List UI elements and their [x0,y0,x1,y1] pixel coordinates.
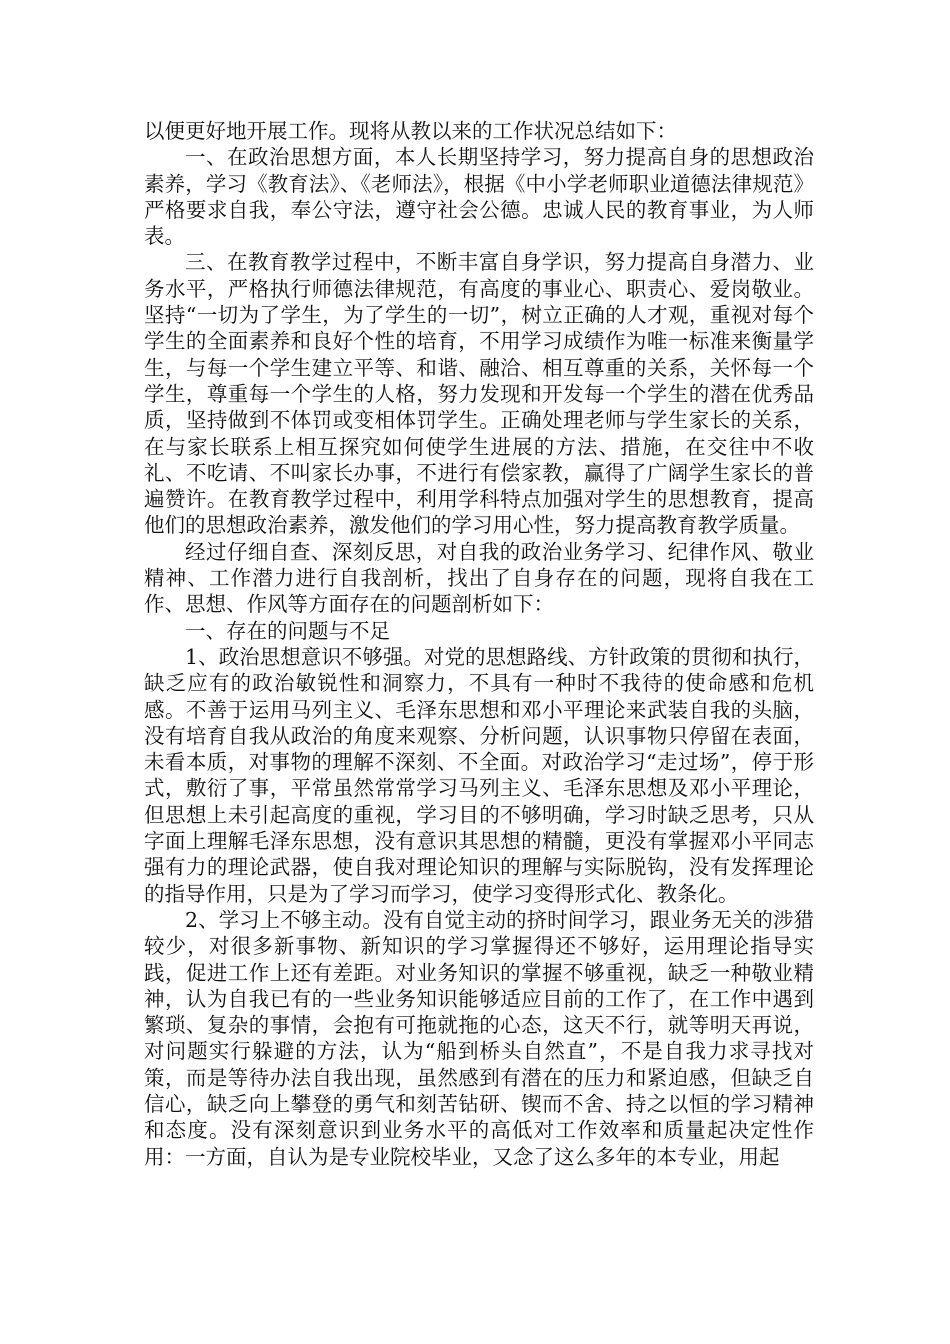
section-heading-problems: 一、存在的问题与不足 [185,618,390,643]
document-body [144,118,814,1170]
paragraph-political-thought: 一、在政治思想方面，本人长期坚持学习，努力提高自身的思想政治素养，学习《教育法》、《老师法》，根据《中小学老师职业道德法律规范》严格要求自我，奉公守法，遵守社会公德。忠诚人民的教育事业，为人师表。 [144,145,814,249]
paragraph-problem-learning: 2、学习上不够主动。没有自觉主动的挤时间学习，跟业务无关的涉猎较少，对很多新事物、新知识的学习掌握得还不够好，运用理论指导实践，促进工作上还有差距。对业务知识的掌握不够重视，缺乏一种敬业精神，认为自我已有的一些业务知识能够适应目前的工作了，在工作中遇到繁琐、复杂的事情，会抱有可拖就拖的心态，这天不行，就等明天再说，对问题实行躲避的方法，认为“船到桥头自然直”，不是自我力求寻找对策，而是等待办法自我出现，虽然感到有潜在的压力和紧迫感，但缺乏自信心，缺乏向上攀登的勇气和刻苦钻研、锲而不舍、持之以恒的学习精神和态度。没有深刻意识到业务水平的高低对工作效率和质量起决定性作用：一方面，自认为是专业院校毕业，又念了这么多年的本专业，用起 [144,907,814,1169]
paragraph-intro: 以便更好地开展工作。现将从教以来的工作状况总结如下： [144,119,677,143]
paragraph-problem-political: 1、政治思想意识不够强。对党的思想路线、方针政策的贯彻和执行，缺乏应有的政治敏锐性和洞察力，不具有一种时不我待的使命感和危机感。不善于运用马列主义、毛泽东思想和邓小平理论来武装自我的头脑，没有培育自我从政治的角度来观察、分析问题，认识事物只停留在表面，未看本质，对事物的理解不深刻、不全面。对政治学习“走过场”，停于形式，敷衍了事，平常虽然常常学习马列主义、毛泽东思想及邓小平理论，但思想上未引起高度的重视，学习目的不够明确，学习时缺乏思考，只从字面上理解毛泽东思想，没有意识其思想的精髓，更没有掌握邓小平同志强有力的理论武器，使自我对理论知识的理解与实际脱钩，没有发挥理论的指导作用，只是为了学习而学习，使学习变得形式化、教条化。 [144,644,814,906]
paragraph-teaching-process: 三、在教育教学过程中，不断丰富自身学识，努力提高自身潜力、业务水平，严格执行师德法律规范，有高度的事业心、职责心、爱岗敬业。坚持“一切为了学生，为了学生的一切”，树立正确的人才观，重视对每个学生的全面素养和良好个性的培育，不用学习成绩作为唯一标准来衡量学生，与每一个学生建立平等、和谐、融洽、相互尊重的关系，关怀每一个学生，尊重每一个学生的人格，努力发现和开发每一个学生的潜在优秀品质，坚持做到不体罚或变相体罚学生。正确处理老师与学生家长的关系，在与家长联系上相互探究如何使学生进展的方法、措施，在交往中不收礼、不吃请、不叫家长办事，不进行有偿家教，赢得了广阔学生家长的普遍赞许。在教育教学过程中，利用学科特点加强对学生的思想教育，提高他们的思想政治素养，激发他们的学习用心性，努力提高教育教学质量。 [144,250,814,538]
paragraph-self-review: 经过仔细自查、深刻反思，对自我的政治业务学习、纪律作风、敬业精神、工作潜力进行自我剖析，找出了自身存在的问题，现将自我在工作、思想、作风等方面存在的问题剖析如下： [144,539,814,617]
